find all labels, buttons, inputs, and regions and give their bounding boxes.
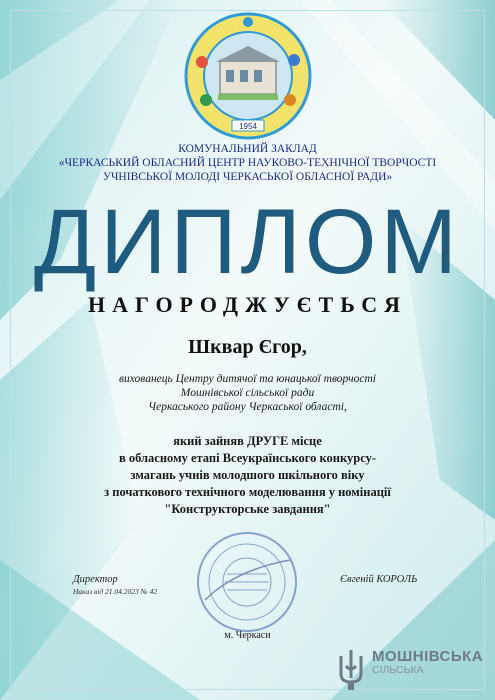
watermark-text-2: СІЛЬСЬКА — [372, 664, 424, 676]
order-reference: Наказ від 21.04.2023 № 42 — [73, 587, 158, 596]
achievement-line: змагань учнів молодшого шкільного віку — [130, 468, 365, 482]
achievement-line: з початкового технічного моделювання у номінації — [104, 485, 391, 499]
trident-icon — [336, 648, 366, 692]
signatory-name: Євгеній КОРОЛЬ — [340, 574, 418, 585]
city-label: м. Черкаси — [224, 630, 271, 641]
official-stamp — [195, 530, 300, 635]
achievement-line: в обласному етапі Всеукраїнського конкурсу- — [118, 451, 376, 465]
director-label: Директор — [73, 574, 118, 585]
diploma-title: ДИПЛОМ — [33, 191, 462, 293]
header-line-1: КОМУНАЛЬНИЙ ЗАКЛАД — [178, 143, 317, 155]
watermark-logo — [336, 648, 486, 696]
affiliation-line: Мошнівської сільської ради — [180, 387, 315, 399]
institution-emblem — [182, 12, 314, 142]
recipient-name: Шквар Єгор, — [188, 336, 307, 358]
header-line-3: УЧНІВСЬКОЇ МОЛОДІ ЧЕРКАСЬКОЇ ОБЛАСНОЇ РАДИ» — [102, 171, 393, 183]
emblem-year: 1954 — [239, 122, 257, 131]
affiliation-line: вихованець Центру дитячої та юнацької творчості — [118, 373, 376, 385]
achievement-line: який зайняв ДРУГЕ місце — [173, 434, 322, 448]
watermark-text-1: МОШНІВСЬКА — [372, 648, 484, 665]
header-line-2: «ЧЕРКАСЬКИЙ ОБЛАСНИЙ ЦЕНТР НАУКОВО-ТЕХНІЧНОЇ ТВОРЧОСТІ — [58, 157, 437, 169]
affiliation-line: Черкаського району Черкаської області, — [148, 401, 347, 413]
awarded-heading: НАГОРОДЖУЄТЬСЯ — [88, 292, 407, 317]
achievement-line: "Конструкторське завдання" — [164, 502, 331, 516]
